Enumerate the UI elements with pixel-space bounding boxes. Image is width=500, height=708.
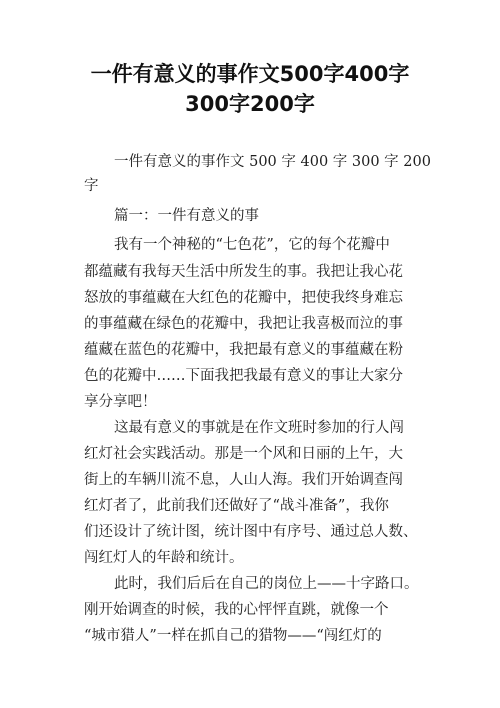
paragraph-2-line: 红灯者了，此前我们还做好了“战斗准备”，我你 bbox=[84, 498, 389, 514]
paragraph-1-line: 蕴藏在蓝色的花瓣中，我把最有意义的事蕴藏在粉 bbox=[84, 342, 403, 358]
paragraph-2-line: 这最有意义的事就是在作文班时参加的行人闯 bbox=[114, 420, 404, 436]
paragraph-3-line: 刚开始调查的时候，我的心怦怦直跳，就像一个 bbox=[84, 602, 389, 618]
subtitle-line: 一件有意义的事作文 500 字 400 字 300 字 200 bbox=[114, 154, 431, 170]
paragraph-1-line: 怒放的事蕴藏在大红色的花瓣中，把使我终身难忘 bbox=[84, 290, 403, 306]
paragraph-2-line: 们还设计了统计图，统计图中有序号、通过总人数、 bbox=[84, 524, 418, 540]
paragraph-3-line: “城市猎人”一样在抓自己的猎物——“闯红灯的 bbox=[84, 628, 382, 644]
paragraph-3-line: 此时，我们后后在自己的岗位上——十字路口。 bbox=[114, 576, 419, 592]
paragraph-1-line: 色的花瓣中……下面我把我最有意义的事让大家分 bbox=[84, 368, 403, 384]
subtitle-line-wrap: 字 bbox=[84, 178, 99, 194]
paragraph-1-line: 的事蕴藏在绿色的花瓣中，我把让我喜极而泣的事 bbox=[84, 316, 403, 332]
paragraph-1-line: 我有一个神秘的“七色花”，它的每个花瓣中 bbox=[114, 237, 390, 253]
paragraph-1-line: 享分享吧！ bbox=[84, 394, 157, 410]
document-title-line-2: 300字200字 bbox=[185, 92, 315, 116]
section-heading: 篇一：一件有意义的事 bbox=[114, 208, 259, 224]
paragraph-2-line: 闯红灯人的年龄和统计。 bbox=[84, 550, 244, 566]
paragraph-1-line: 都蕴藏有我每天生活中所发生的事。我把让我心花 bbox=[84, 264, 403, 280]
paragraph-2-line: 街上的车辆川流不息，人山人海。我们开始调查闯 bbox=[84, 472, 403, 488]
paragraph-2-line: 红灯社会实践活动。那是一个风和日丽的上午，大 bbox=[84, 446, 403, 462]
document-title-line-1: 一件有意义的事作文500字400字 bbox=[90, 62, 410, 86]
